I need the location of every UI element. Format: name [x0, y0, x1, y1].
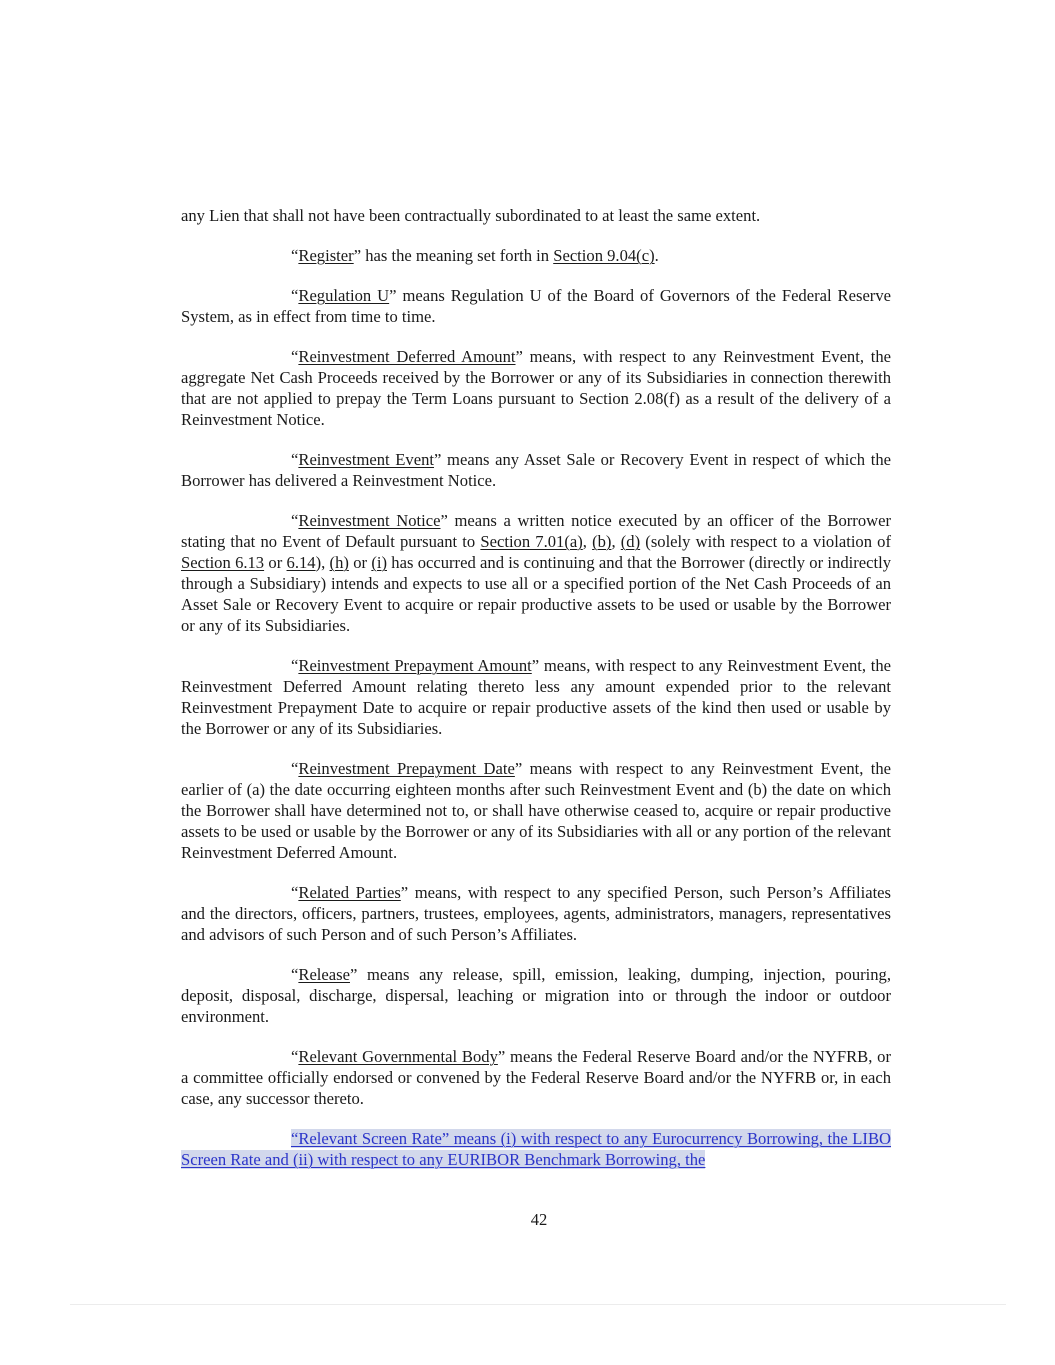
definition-reinvestment-event: “Reinvestment Event” means any Asset Sale or Recovery Event in respect of which the Borrower has delivered a Reinvestment Notice.: [181, 450, 891, 490]
section-reference: 6.14: [286, 553, 316, 572]
section-reference: (d): [620, 532, 641, 551]
definition-reinvestment-prepayment-date: “Reinvestment Prepayment Date” means with respect to any Reinvestment Event, the earlier of (a) the date occurring eighteen months after such Reinvestment Event and (b) the date on which the Borrower shall have determined not to, or shall have otherwise ceased to, acquire or repair productive assets to be used or usable by the Borrower or any of its Subsidiaries with all or any portion of the relevant Reinvestment Deferred Amount.: [181, 759, 891, 862]
defined-term: Reinvestment Prepayment Amount: [298, 656, 532, 675]
page-number: 42: [530, 1210, 548, 1229]
section-reference: Section 6.13: [181, 553, 265, 572]
highlighted-inserted-text: “Relevant Screen Rate” means (i) with respect to any Eurocurrency Borrowing, the LIBO Screen Rate and (ii) with respect to any EURIBOR Benchmark Borrowing, the: [181, 1129, 891, 1169]
section-reference: (h): [329, 553, 349, 572]
defined-term: Related Parties: [298, 883, 401, 902]
definition-reinvestment-prepayment-amount: “Reinvestment Prepayment Amount” means, with respect to any Reinvestment Event, the Reinvestment Deferred Amount relating thereto less any amount expended prior to the relevant Reinvestment Prepayment Date to acquire or repair productive assets of the kind then used or usable by the Borrower or any of its Subsidiaries.: [181, 656, 891, 738]
footer-divider: [70, 1304, 1006, 1305]
section-reference: (b): [592, 532, 612, 551]
defined-term: Reinvestment Deferred Amount: [298, 347, 516, 366]
definition-relevant-screen-rate: [181, 1128, 891, 1170]
definition-regulation-u: “Regulation U” means Regulation U of the Board of Governors of the Federal Reserve System, as in effect from time to time.: [181, 286, 891, 326]
defined-term: Reinvestment Notice: [298, 511, 441, 530]
definition-register: “Register” has the meaning set forth in Section 9.04(c).: [291, 246, 659, 265]
section-reference: (i): [371, 553, 387, 572]
defined-term: Register: [298, 246, 354, 265]
defined-term: Release: [298, 965, 350, 984]
document-page: [181, 205, 891, 1189]
definition-release: “Release” means any release, spill, emission, leaking, dumping, injection, pouring, deposit, disposal, discharge, dispersal, leaching or migration into or through the indoor or outdoor environment.: [181, 965, 891, 1026]
continuation-line: any Lien that shall not have been contractually subordinated to at least the same extent.: [181, 206, 761, 225]
definition-reinvestment-notice: “Reinvestment Notice” means a written notice executed by an officer of the Borrower stating that no Event of Default pursuant to Section 7.01(a), (b), (d) (solely with respect to a violation of Section 6.13 or 6.14), (h) or (i) has occurred and is continuing and that the Borrower (directly or indirectly through a Subsidiary) intends and expects to use all or a specified portion of the Net Cash Proceeds of an Asset Sale or Recovery Event to acquire or repair productive assets to be used or usable by the Borrower or any of its Subsidiaries.: [181, 511, 892, 635]
defined-term: Regulation U: [298, 286, 390, 305]
defined-term: Relevant Governmental Body: [298, 1047, 498, 1066]
definition-relevant-governmental-body: “Relevant Governmental Body” means the Federal Reserve Board and/or the NYFRB, or a committee officially endorsed or convened by the Federal Reserve Board and/or the NYFRB or, in each case, any successor thereto.: [181, 1047, 891, 1108]
section-reference: Section 7.01(a): [480, 532, 583, 551]
defined-term: Reinvestment Prepayment Date: [298, 759, 515, 778]
definition-related-parties: “Related Parties” means, with respect to any specified Person, such Person’s Affiliates and the directors, officers, partners, trustees, employees, agents, administrators, managers, representatives and advisors of such Person and of such Person’s Affiliates.: [181, 883, 892, 944]
definition-reinvestment-deferred-amount: “Reinvestment Deferred Amount” means, with respect to any Reinvestment Event, the aggregate Net Cash Proceeds received by the Borrower or any of its Subsidiaries in connection therewith that are not applied to prepay the Term Loans pursuant to Section 2.08(f) as a result of the delivery of a Reinvestment Notice.: [181, 347, 891, 429]
defined-term: Reinvestment Event: [298, 450, 435, 469]
section-reference: Section 9.04(c): [553, 246, 655, 265]
